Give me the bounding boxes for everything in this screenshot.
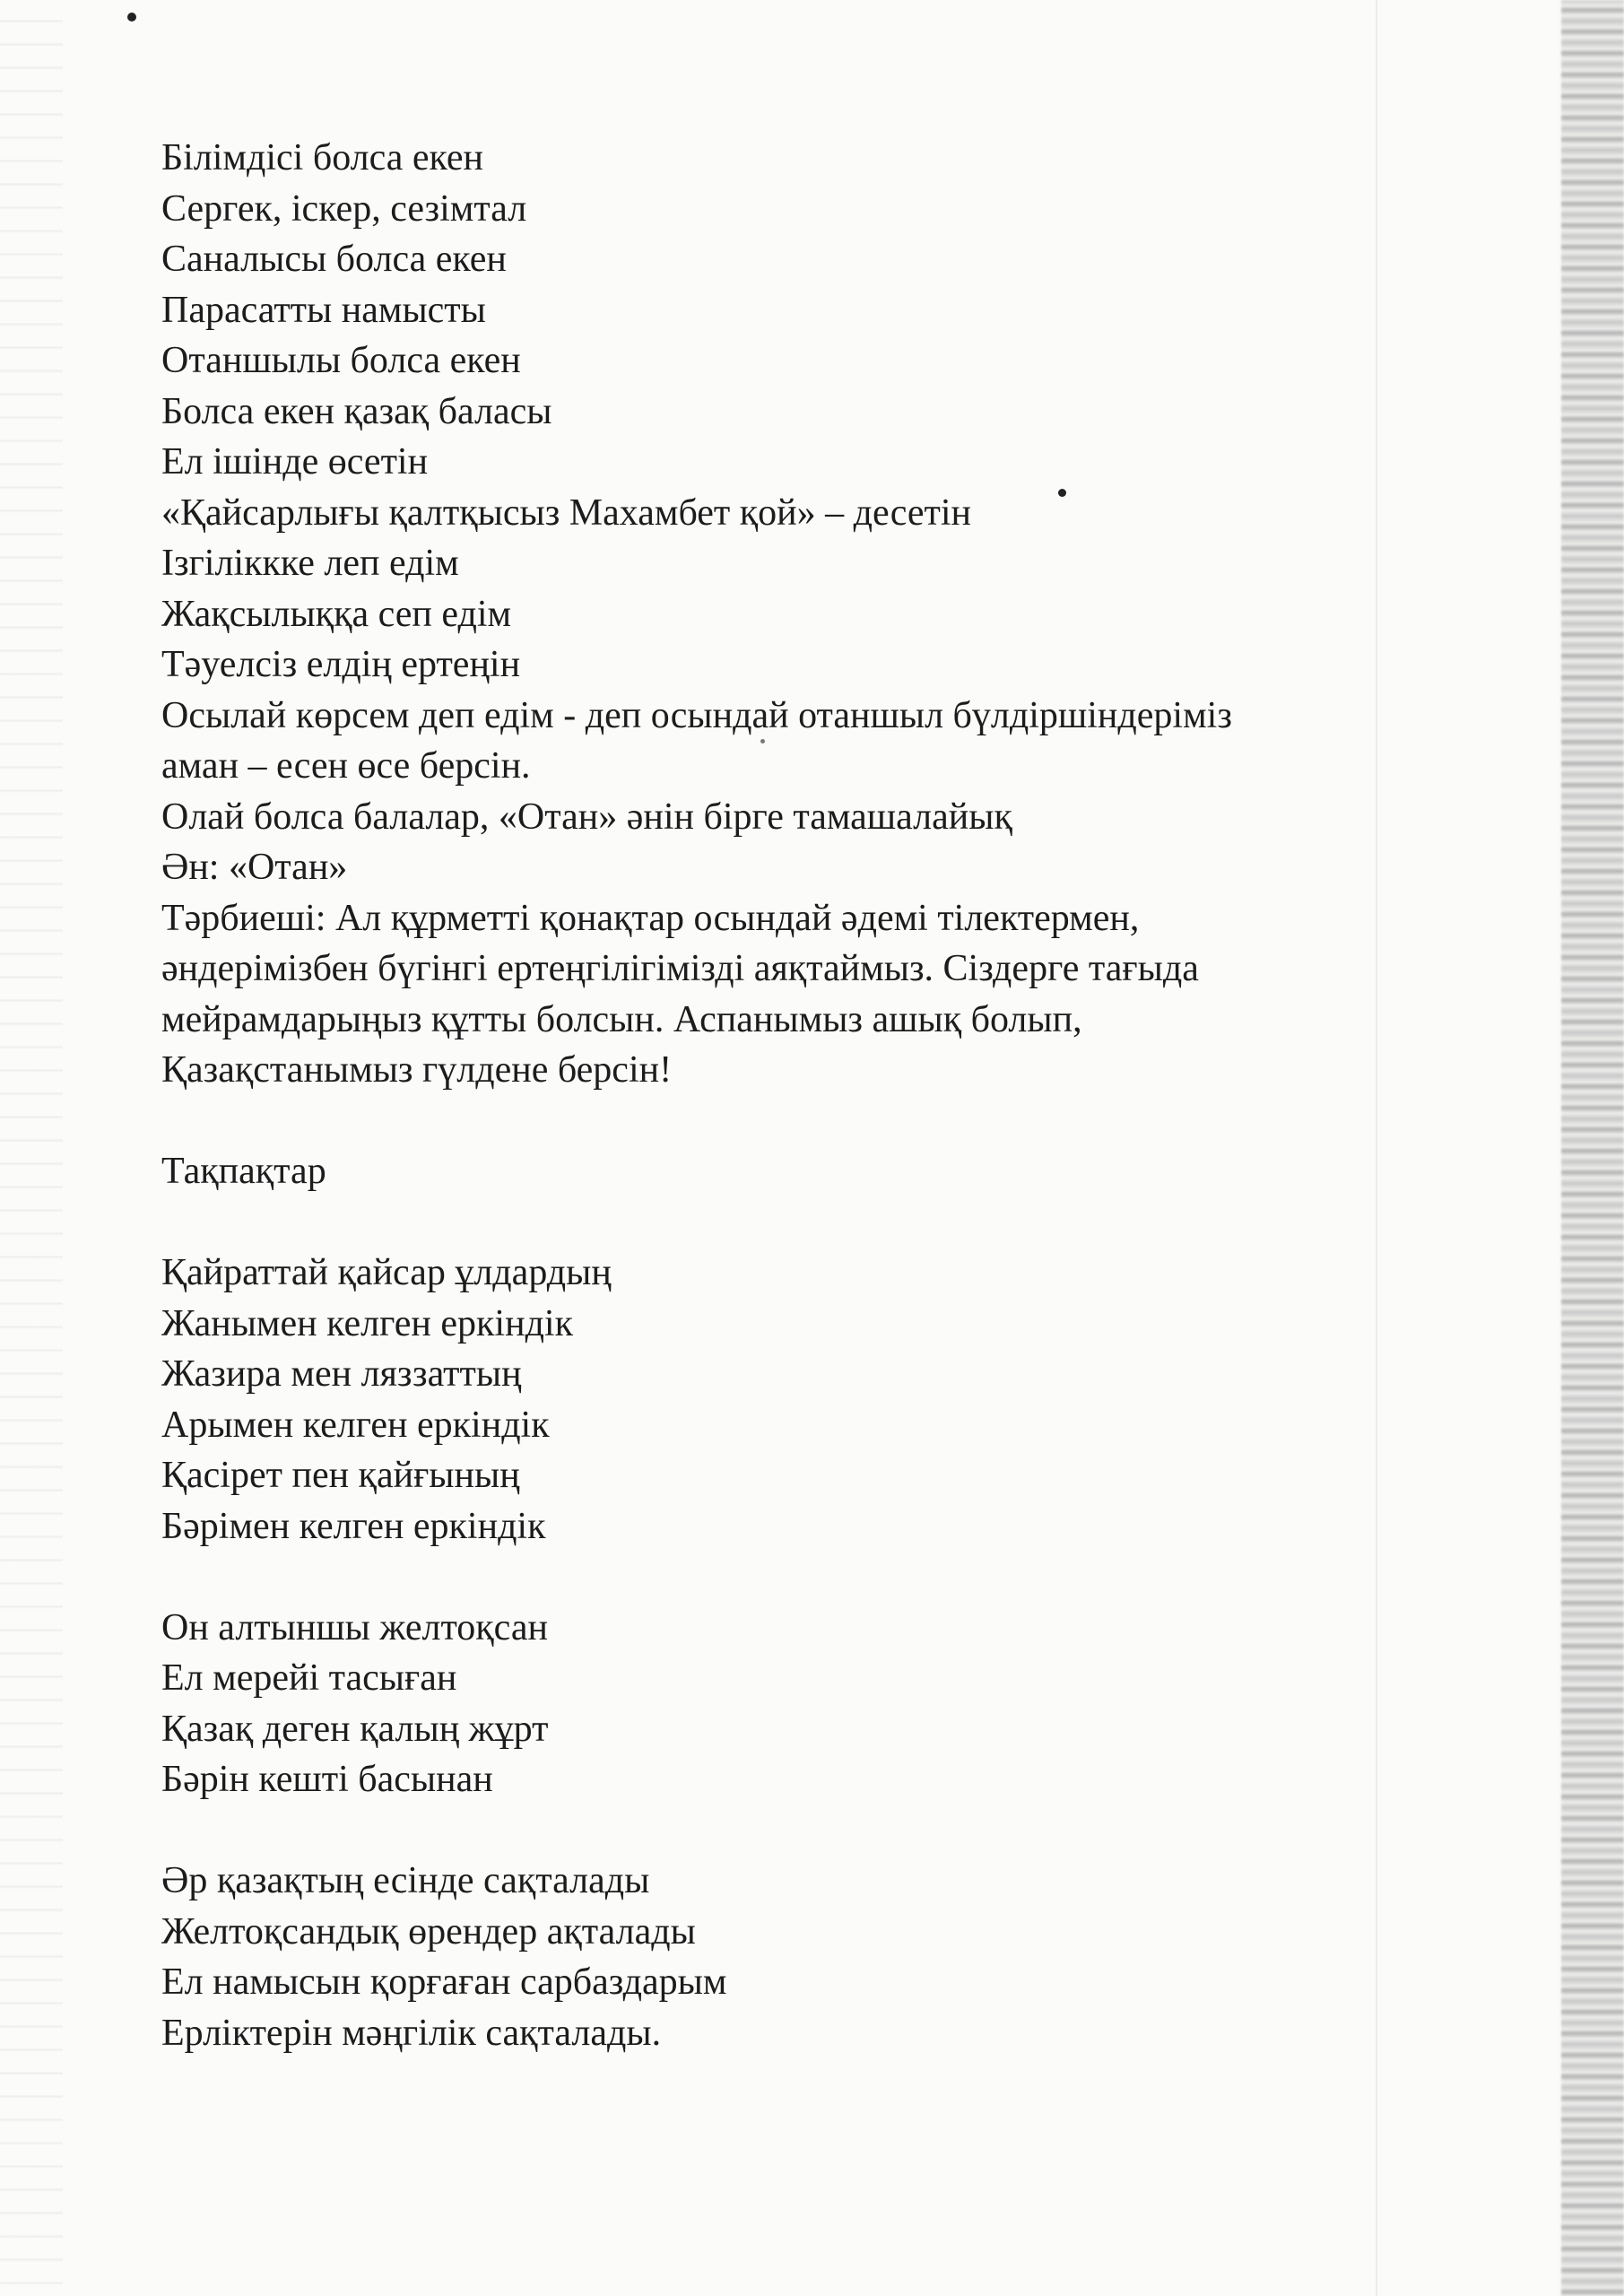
poem-line: Бәрін кешті басынан: [161, 1759, 493, 1800]
poem-line: Ерліктерін мәңгілік сақталады.: [161, 2012, 662, 2054]
text-line: әндерімізбен бүгінгі ертеңгілігімізді аяқтаймыз. Сіздерге тағыда: [161, 948, 1199, 989]
poem-line: Ел мерейі тасыған: [161, 1657, 457, 1699]
scan-noise-right: [1561, 0, 1624, 2296]
text-line: Қазақстанымыз гүлдене берсін!: [161, 1049, 673, 1091]
poem-line: Жанымен келген еркіндік: [161, 1302, 574, 1344]
text-line: Саналысы болса екен: [161, 239, 507, 280]
text-line: Ел ішінде өсетін: [161, 441, 429, 483]
poem-line: Он алтыншы желтоқсан: [161, 1606, 548, 1648]
poem-line: Жазира мен ляззаттың: [161, 1353, 522, 1395]
text-line: Парасатты намысты: [161, 289, 486, 331]
text-line: мейрамдарыңыз құтты болсын. Аспанымыз ашық болып,: [161, 998, 1082, 1040]
scan-speck: [127, 13, 136, 22]
text-line: Тәрбиеші: Ал құрметті қонақтар осындай әдемі тілектермен,: [161, 897, 1140, 939]
stanza-1: [161, 1248, 1435, 1552]
text-line: Жақсылыққа сеп едім: [161, 593, 512, 635]
blank-line: [161, 1552, 1435, 1603]
poem-line: Әр қазақтың есінде сақталады: [161, 1860, 650, 1901]
text-line: Олай болса балалар, «Отан» әнін бірге тамашалайық: [161, 796, 1012, 838]
text-line: Отаншылы болса екен: [161, 340, 521, 381]
text-line: аман – есен өсе берсін.: [161, 745, 531, 787]
stanza-2: [161, 1603, 1435, 1805]
poem-line: Арымен келген еркіндік: [161, 1404, 550, 1446]
text-line: Сергек, іскер, сезімтал: [161, 187, 527, 230]
text-line: Білімдісі болса екен: [161, 137, 484, 178]
poem-line: Қасірет пен қайғының: [161, 1455, 520, 1496]
document-body: [161, 133, 1435, 2058]
text-line: Тәуелсіз елдің ертеңін: [161, 644, 521, 685]
poem-line: Желтоқсандық өрендер ақталады: [161, 1910, 696, 1952]
text-line: Болса екен қазақ баласы: [161, 390, 552, 432]
text-line: «Қайсарлығы қалтқысыз Махамбет қой» – десетін: [161, 491, 971, 534]
blank-line: [161, 1805, 1435, 1857]
intro-block: [161, 133, 1435, 1096]
blank-line: [161, 1197, 1435, 1248]
blank-line: [161, 1096, 1435, 1147]
text-line: Осылай көрсем деп едім - деп осындай отаншыл бүлдіршіндеріміз: [161, 694, 1232, 736]
text-line: Ізгіліккке леп едім: [161, 543, 459, 584]
text-line: Ән: «Отан»: [161, 847, 348, 888]
poem-line: Қазақ деген қалың жұрт: [161, 1708, 549, 1750]
poem-line: Қайраттай қайсар ұлдардың: [161, 1252, 612, 1293]
poem-line: Бәрімен келген еркіндік: [161, 1505, 546, 1547]
poem-line: Ел намысын қорғаған сарбаздарым: [161, 1961, 727, 2003]
scan-noise-left: [0, 0, 63, 2296]
stanza-3: [161, 1856, 1435, 2058]
section-title: Тақпақтар: [161, 1151, 326, 1192]
